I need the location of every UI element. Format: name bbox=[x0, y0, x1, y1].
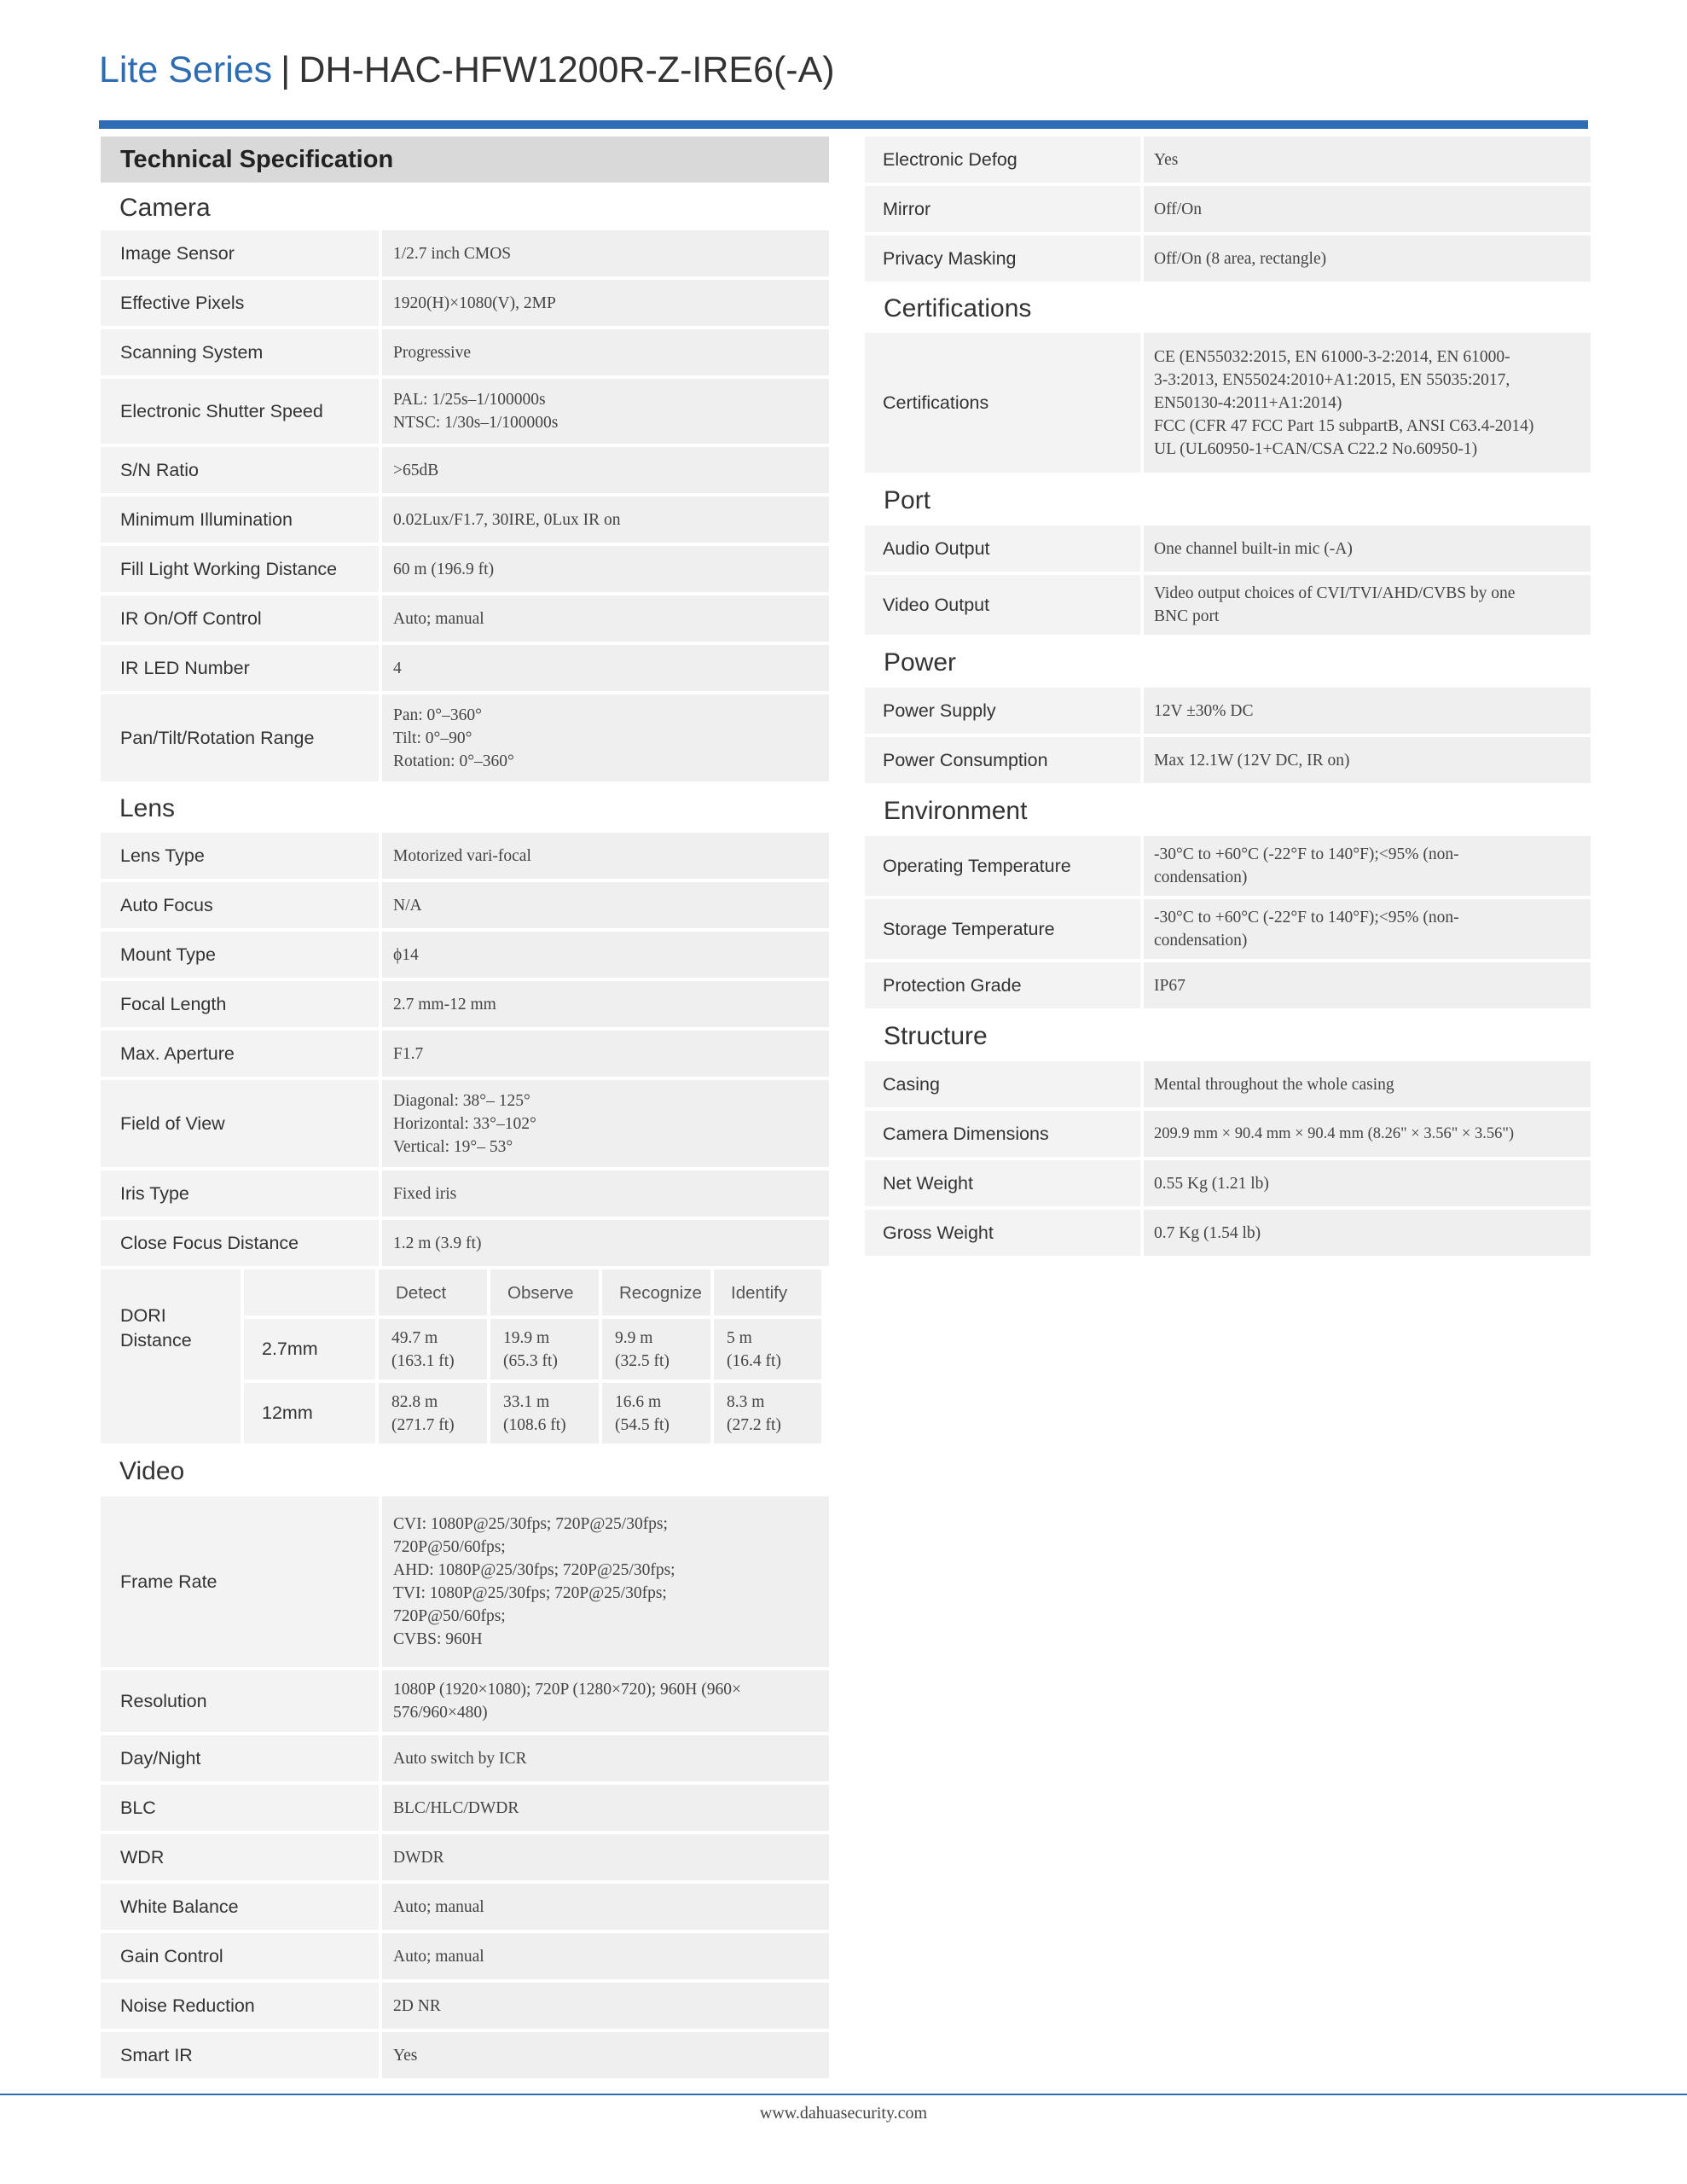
spec-row bbox=[101, 833, 829, 879]
spec-row bbox=[865, 136, 1591, 183]
spec-label: Frame Rate bbox=[101, 1496, 379, 1667]
spec-value: 209.9 mm × 90.4 mm × 90.4 mm (8.26" × 3.56" × 3.56") bbox=[1144, 1111, 1591, 1157]
spec-value: Progressive bbox=[382, 329, 829, 375]
series-name: Lite Series bbox=[99, 49, 273, 90]
spec-value: DWDR bbox=[382, 1834, 829, 1880]
right-spec-column bbox=[865, 136, 1591, 1259]
spec-label: Lens Type bbox=[101, 833, 379, 879]
spec-row bbox=[101, 1220, 829, 1266]
spec-row bbox=[101, 1735, 829, 1781]
spec-value: Auto; manual bbox=[382, 1933, 829, 1979]
dori-label: DORI Distance bbox=[101, 1269, 241, 1443]
spec-label: Power Supply bbox=[865, 688, 1140, 734]
dori-column-header: Recognize bbox=[602, 1269, 710, 1316]
dori-cell: 33.1 m (108.6 ft) bbox=[490, 1383, 599, 1443]
spec-row bbox=[865, 235, 1591, 282]
section-certifications: Certifications bbox=[884, 294, 1032, 322]
spec-value: 1920(H)×1080(V), 2MP bbox=[382, 280, 829, 326]
dori-column-header: Identify bbox=[714, 1269, 821, 1316]
spec-row bbox=[101, 546, 829, 592]
spec-row bbox=[101, 932, 829, 978]
spec-row bbox=[101, 447, 829, 493]
spec-value: 2.7 mm-12 mm bbox=[382, 981, 829, 1027]
spec-label: BLC bbox=[101, 1785, 379, 1831]
spec-row bbox=[865, 575, 1591, 635]
spec-label: Electronic Shutter Speed bbox=[101, 379, 379, 444]
dori-focal-length: 2.7mm bbox=[244, 1319, 375, 1380]
spec-value: Yes bbox=[1144, 136, 1591, 183]
model-number: DH-HAC-HFW1200R-Z-IRE6(-A) bbox=[299, 49, 835, 90]
dori-cell: 16.6 m (54.5 ft) bbox=[602, 1383, 710, 1443]
dori-header-row bbox=[244, 1269, 829, 1316]
spec-label: Effective Pixels bbox=[101, 280, 379, 326]
spec-row bbox=[101, 280, 829, 326]
spec-label: Electronic Defog bbox=[865, 136, 1140, 183]
spec-row bbox=[101, 1785, 829, 1831]
spec-row bbox=[865, 1061, 1591, 1107]
spec-row bbox=[101, 1170, 829, 1217]
spec-value: N/A bbox=[382, 882, 829, 928]
spec-value: 0.7 Kg (1.54 lb) bbox=[1144, 1210, 1591, 1256]
spec-label: Close Focus Distance bbox=[101, 1220, 379, 1266]
dori-cell: 9.9 m (32.5 ft) bbox=[602, 1319, 710, 1380]
dori-row bbox=[244, 1383, 829, 1443]
spec-value: 2D NR bbox=[382, 1983, 829, 2029]
spec-value: Fixed iris bbox=[382, 1170, 829, 1217]
spec-label: IR On/Off Control bbox=[101, 595, 379, 642]
spec-row bbox=[101, 882, 829, 928]
spec-value: 12V ±30% DC bbox=[1144, 688, 1591, 734]
spec-label: IR LED Number bbox=[101, 645, 379, 691]
section-video: Video bbox=[119, 1457, 185, 1485]
spec-value: Off/On (8 area, rectangle) bbox=[1144, 235, 1591, 282]
title-separator: | bbox=[281, 49, 291, 90]
spec-value: IP67 bbox=[1144, 962, 1591, 1008]
spec-label: Power Consumption bbox=[865, 737, 1140, 783]
spec-value: One channel built-in mic (-A) bbox=[1144, 526, 1591, 572]
dori-cell: 8.3 m (27.2 ft) bbox=[714, 1383, 821, 1443]
spec-row bbox=[101, 694, 829, 781]
spec-value: Auto; manual bbox=[382, 595, 829, 642]
footer-rule bbox=[0, 2094, 1687, 2095]
spec-row bbox=[101, 1884, 829, 1930]
spec-label: Iris Type bbox=[101, 1170, 379, 1217]
spec-value: 1/2.7 inch CMOS bbox=[382, 230, 829, 276]
section-environment: Environment bbox=[884, 797, 1028, 825]
spec-row bbox=[101, 595, 829, 642]
spec-label: Casing bbox=[865, 1061, 1140, 1107]
spec-label: Pan/Tilt/Rotation Range bbox=[101, 694, 379, 781]
technical-specification-heading: Technical Specification bbox=[101, 136, 829, 183]
spec-label: Minimum Illumination bbox=[101, 497, 379, 543]
spec-row bbox=[101, 1834, 829, 1880]
spec-value: ϕ14 bbox=[382, 932, 829, 978]
spec-label: Image Sensor bbox=[101, 230, 379, 276]
spec-value: Motorized vari-focal bbox=[382, 833, 829, 879]
spec-label: Mount Type bbox=[101, 932, 379, 978]
spec-row bbox=[101, 379, 829, 444]
spec-row bbox=[865, 899, 1591, 959]
dori-cell: 49.7 m (163.1 ft) bbox=[379, 1319, 487, 1380]
spec-value: CVI: 1080P@25/30fps; 720P@25/30fps; 720P@50/60fps; AHD: 1080P@25/30fps; 720P@25/30fps; TVI: 1080P@25/30fps; 720P@25/30fps; 720P@50/60fps; CVBS: 960H bbox=[382, 1496, 829, 1667]
spec-label: White Balance bbox=[101, 1884, 379, 1930]
spec-row bbox=[101, 981, 829, 1027]
spec-label: Audio Output bbox=[865, 526, 1140, 572]
spec-row bbox=[865, 962, 1591, 1008]
spec-value: 60 m (196.9 ft) bbox=[382, 546, 829, 592]
left-spec-column bbox=[101, 136, 829, 2082]
dori-row bbox=[244, 1319, 829, 1380]
spec-label: Resolution bbox=[101, 1670, 379, 1732]
spec-label: Day/Night bbox=[101, 1735, 379, 1781]
spec-label: Camera Dimensions bbox=[865, 1111, 1140, 1157]
spec-row bbox=[865, 1160, 1591, 1206]
spec-label: Fill Light Working Distance bbox=[101, 546, 379, 592]
spec-label: Mirror bbox=[865, 186, 1140, 232]
dori-cell: 82.8 m (271.7 ft) bbox=[379, 1383, 487, 1443]
spec-value: 0.55 Kg (1.21 lb) bbox=[1144, 1160, 1591, 1206]
section-power: Power bbox=[884, 648, 957, 677]
spec-label: Certifications bbox=[865, 333, 1140, 473]
spec-row bbox=[101, 230, 829, 276]
spec-label: Privacy Masking bbox=[865, 235, 1140, 282]
spec-row bbox=[865, 836, 1591, 896]
footer-website: www.dahuasecurity.com bbox=[759, 2104, 928, 2123]
spec-label: S/N Ratio bbox=[101, 447, 379, 493]
spec-row bbox=[865, 737, 1591, 783]
spec-row bbox=[101, 1031, 829, 1077]
spec-value: 1080P (1920×1080); 720P (1280×720); 960H (960× 576/960×480) bbox=[382, 1670, 829, 1732]
spec-value: CE (EN55032:2015, EN 61000-3-2:2014, EN 61000- 3-3:2013, EN55024:2010+A1:2015, EN 55035:2017, EN50130-4:2011+A1:2014) FCC (CFR 47 FCC Part 15 subpartB, ANSI C63.4-2014) UL (UL60950-1+CAN/CSA C22.2 No.60950-1) bbox=[1144, 333, 1591, 473]
spec-value: Auto; manual bbox=[382, 1884, 829, 1930]
spec-row bbox=[101, 1670, 829, 1732]
spec-value: Diagonal: 38°– 125° Horizontal: 33°–102° Vertical: 19°– 53° bbox=[382, 1080, 829, 1167]
section-camera: Camera bbox=[119, 194, 211, 222]
spec-row bbox=[101, 1496, 829, 1667]
spec-label: Auto Focus bbox=[101, 882, 379, 928]
spec-row bbox=[865, 186, 1591, 232]
header-rule bbox=[99, 120, 1588, 129]
spec-label: WDR bbox=[101, 1834, 379, 1880]
spec-row bbox=[101, 1983, 829, 2029]
spec-row bbox=[101, 1080, 829, 1167]
spec-value: F1.7 bbox=[382, 1031, 829, 1077]
spec-value: Mental throughout the whole casing bbox=[1144, 1061, 1591, 1107]
spec-value: PAL: 1/25s–1/100000s NTSC: 1/30s–1/100000s bbox=[382, 379, 829, 444]
dori-cell: 5 m (16.4 ft) bbox=[714, 1319, 821, 1380]
spec-value: 4 bbox=[382, 645, 829, 691]
document-title bbox=[99, 49, 835, 91]
spec-value: Auto switch by ICR bbox=[382, 1735, 829, 1781]
spec-label: Video Output bbox=[865, 575, 1140, 635]
spec-row bbox=[865, 526, 1591, 572]
spec-row bbox=[865, 688, 1591, 734]
dori-grid bbox=[244, 1269, 829, 1443]
dori-distance-table bbox=[101, 1269, 829, 1443]
section-lens: Lens bbox=[119, 794, 176, 822]
spec-row bbox=[865, 1210, 1591, 1256]
spec-value: 0.02Lux/F1.7, 30IRE, 0Lux IR on bbox=[382, 497, 829, 543]
spec-value: Max 12.1W (12V DC, IR on) bbox=[1144, 737, 1591, 783]
spec-label: Max. Aperture bbox=[101, 1031, 379, 1077]
spec-value: -30°C to +60°C (-22°F to 140°F);<95% (non- condensation) bbox=[1144, 836, 1591, 896]
spec-row bbox=[101, 1933, 829, 1979]
spec-row bbox=[101, 497, 829, 543]
spec-value: -30°C to +60°C (-22°F to 140°F);<95% (non- condensation) bbox=[1144, 899, 1591, 959]
spec-value: BLC/HLC/DWDR bbox=[382, 1785, 829, 1831]
spec-row bbox=[101, 2032, 829, 2078]
section-port: Port bbox=[884, 486, 931, 514]
spec-row bbox=[101, 329, 829, 375]
spec-value: Pan: 0°–360° Tilt: 0°–90° Rotation: 0°–360° bbox=[382, 694, 829, 781]
spec-label: Storage Temperature bbox=[865, 899, 1140, 959]
spec-label: Scanning System bbox=[101, 329, 379, 375]
section-structure: Structure bbox=[884, 1022, 988, 1050]
spec-label: Field of View bbox=[101, 1080, 379, 1167]
spec-row bbox=[865, 333, 1591, 473]
spec-row bbox=[865, 1111, 1591, 1157]
dori-column-header: Detect bbox=[379, 1269, 487, 1316]
spec-label: Noise Reduction bbox=[101, 1983, 379, 2029]
dori-cell: 19.9 m (65.3 ft) bbox=[490, 1319, 599, 1380]
spec-value: Off/On bbox=[1144, 186, 1591, 232]
spec-row bbox=[101, 645, 829, 691]
spec-label: Smart IR bbox=[101, 2032, 379, 2078]
spec-label: Protection Grade bbox=[865, 962, 1140, 1008]
dori-column-header: Observe bbox=[490, 1269, 599, 1316]
spec-value: Yes bbox=[382, 2032, 829, 2078]
spec-label: Focal Length bbox=[101, 981, 379, 1027]
spec-label: Gross Weight bbox=[865, 1210, 1140, 1256]
spec-value: >65dB bbox=[382, 447, 829, 493]
spec-value: 1.2 m (3.9 ft) bbox=[382, 1220, 829, 1266]
dori-corner-cell bbox=[244, 1269, 375, 1316]
spec-value: Video output choices of CVI/TVI/AHD/CVBS by one BNC port bbox=[1144, 575, 1591, 635]
spec-label: Gain Control bbox=[101, 1933, 379, 1979]
spec-label: Operating Temperature bbox=[865, 836, 1140, 896]
spec-label: Net Weight bbox=[865, 1160, 1140, 1206]
dori-focal-length: 12mm bbox=[244, 1383, 375, 1443]
